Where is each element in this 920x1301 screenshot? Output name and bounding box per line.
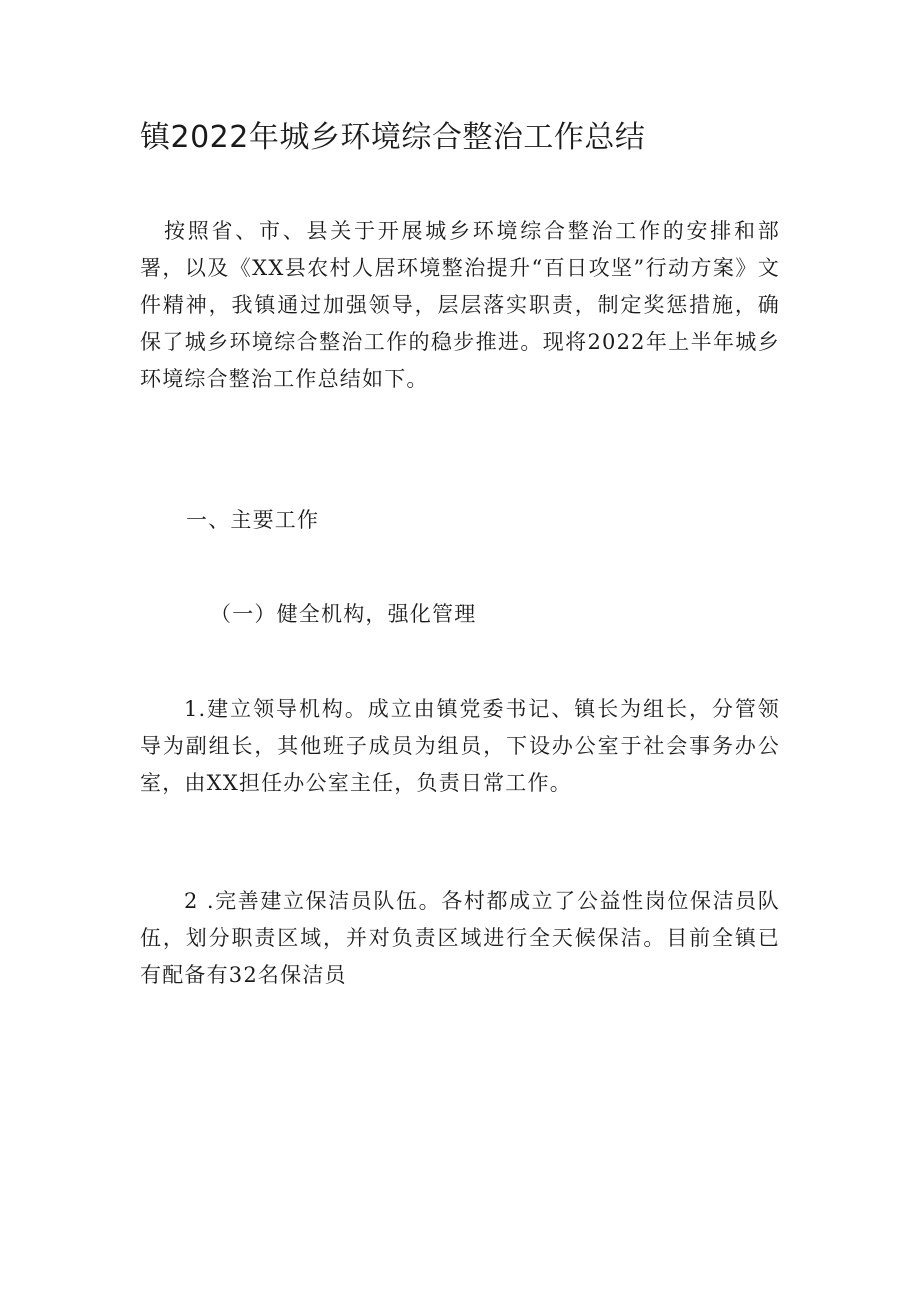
subsection-heading-organization: （一）健全机构，强化管理	[210, 602, 477, 626]
section-heading-main-work: 一、主要工作	[186, 508, 320, 532]
document-title: 镇2022年城乡环境综合整治工作总结	[140, 120, 646, 155]
item-paragraph-cleaners: 2 .完善建立保洁员队伍。各村都成立了公益性岗位保洁员队伍，划分职责区域，并对负责区域进行全天候保洁。目前全镇已有配备有32名保洁员	[140, 889, 780, 987]
intro-paragraph: 按照省、市、县关于开展城乡环境综合整治工作的安排和部署，以及《XX县农村人居环境整治提升“百日攻坚”行动方案》文件精神，我镇通过加强领导，层层落实职责，制定奖惩措施，确保了城乡环境综合整治工作的稳步推进。现将2022年上半年城乡环境综合整治工作总结如下。	[140, 219, 780, 391]
item-paragraph-leadership: 1.建立领导机构。成立由镇党委书记、镇长为组长，分管领导为副组长，其他班子成员为组员，下设办公室于社会事务办公室，由XX担任办公室主任，负责日常工作。	[140, 697, 780, 795]
